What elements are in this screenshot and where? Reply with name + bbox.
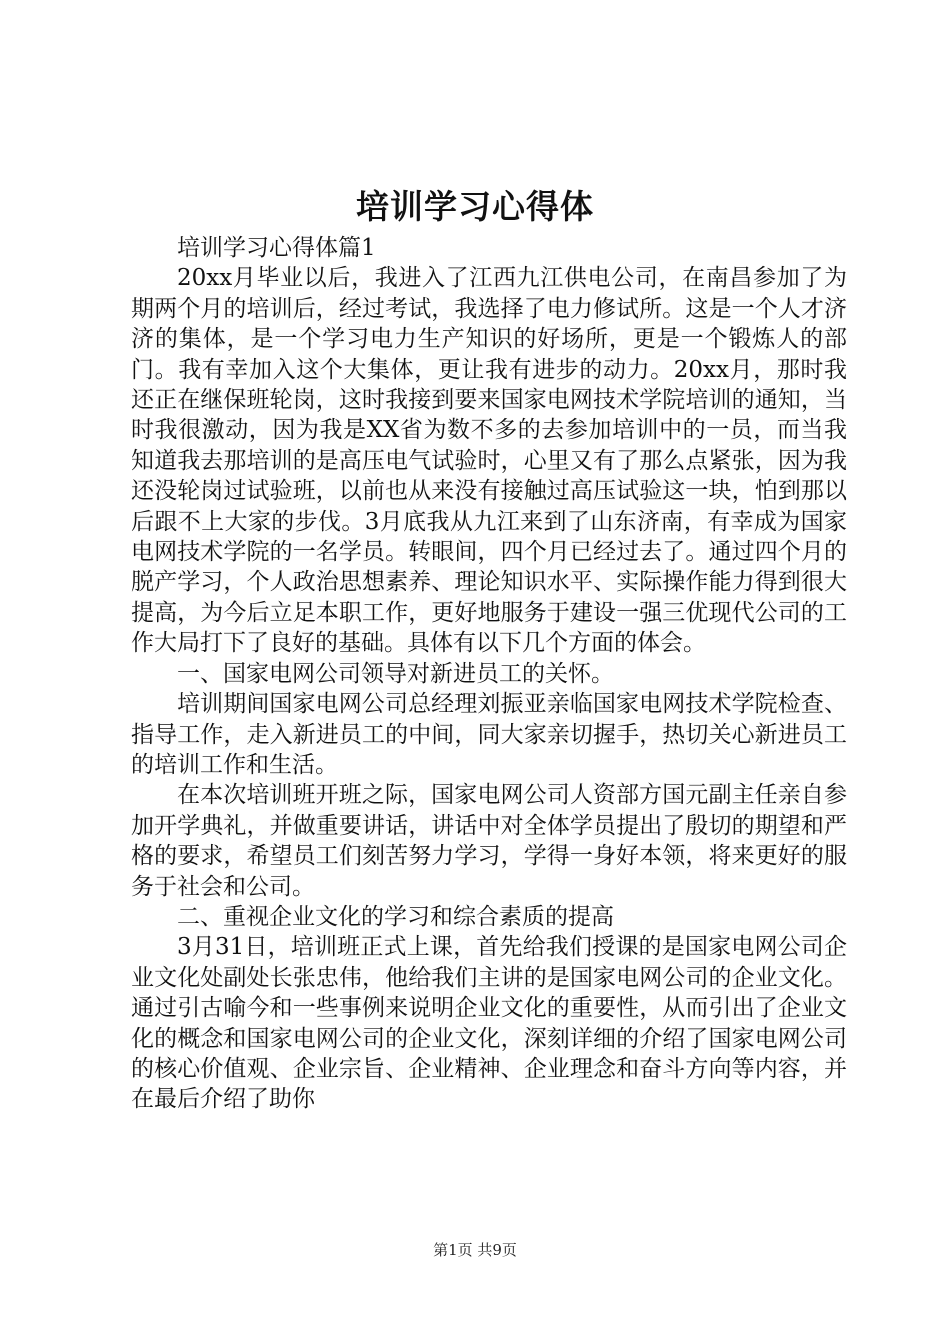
document-body [131, 233, 847, 1115]
page-footer: 第1页 共9页 [433, 1241, 517, 1259]
body-paragraph: 3月31日，培训班正式上课，首先给我们授课的是国家电网公司企业文化处副处长张忠伟，他给我们主讲的是国家电网公司的企业文化。通过引古喻今和一些事例来说明企业文化的重要性，从而引出了企业文化的概念和国家电网公司的企业文化，深刻详细的介绍了国家电网公司的核心价值观、企业宗旨、企业精神、企业理念和奋斗方向等内容，并在最后介绍了助你 [131, 934, 847, 1113]
body-paragraph: 20xx月毕业以后，我进入了江西九江供电公司，在南昌参加了为期两个月的培训后，经过考试，我选择了电力修试所。这是一个人才济济的集体，是一个学习电力生产知识的好场所，更是一个锻炼人的部门。我有幸加入这个大集体，更让我有进步的动力。20xx月，那时我还正在继保班轮岗，这时我接到要来国家电网技术学院培训的通知，当时我很激动，因为我是XX省为数不多的去参加培训中的一员，而当我知道我去那培训的是高压电气试验时，心里又有了那么点紧张，因为我还没轮岗过试验班，以前也从来没有接触过高压试验这一块，怕到那以后跟不上大家的步伐。3月底我从九江来到了山东济南，有幸成为国家电网技术学院的一名学员。转眼间，四个月已经过去了。通过四个月的脱产学习，个人政治思想素养、理论知识水平、实际操作能力得到很大提高，为今后立足本职工作，更好地服务于建设一强三优现代公司的工作大局打下了良好的基础。具体有以下几个方面的体会。 [131, 265, 847, 657]
section-heading: 一、国家电网公司领导对新进员工的关怀。 [177, 660, 614, 687]
body-paragraph: 培训期间国家电网公司总经理刘振亚亲临国家电网技术学院检查、指导工作，走入新进员工的中间，同大家亲切握手，热切关心新进员工的培训工作和生活。 [131, 691, 847, 778]
body-paragraph: 在本次培训班开班之际，国家电网公司人资部方国元副主任亲自参加开学典礼，并做重要讲话，讲话中对全体学员提出了殷切的期望和严格的要求，希望员工们刻苦努力学习，学得一身好本领，将来更好的服务于社会和公司。 [131, 782, 847, 900]
document-title: 培训学习心得体 [356, 187, 594, 226]
section-heading: 二、重视企业文化的学习和综合素质的提高 [177, 903, 614, 930]
section-heading: 培训学习心得体篇1 [177, 235, 376, 261]
